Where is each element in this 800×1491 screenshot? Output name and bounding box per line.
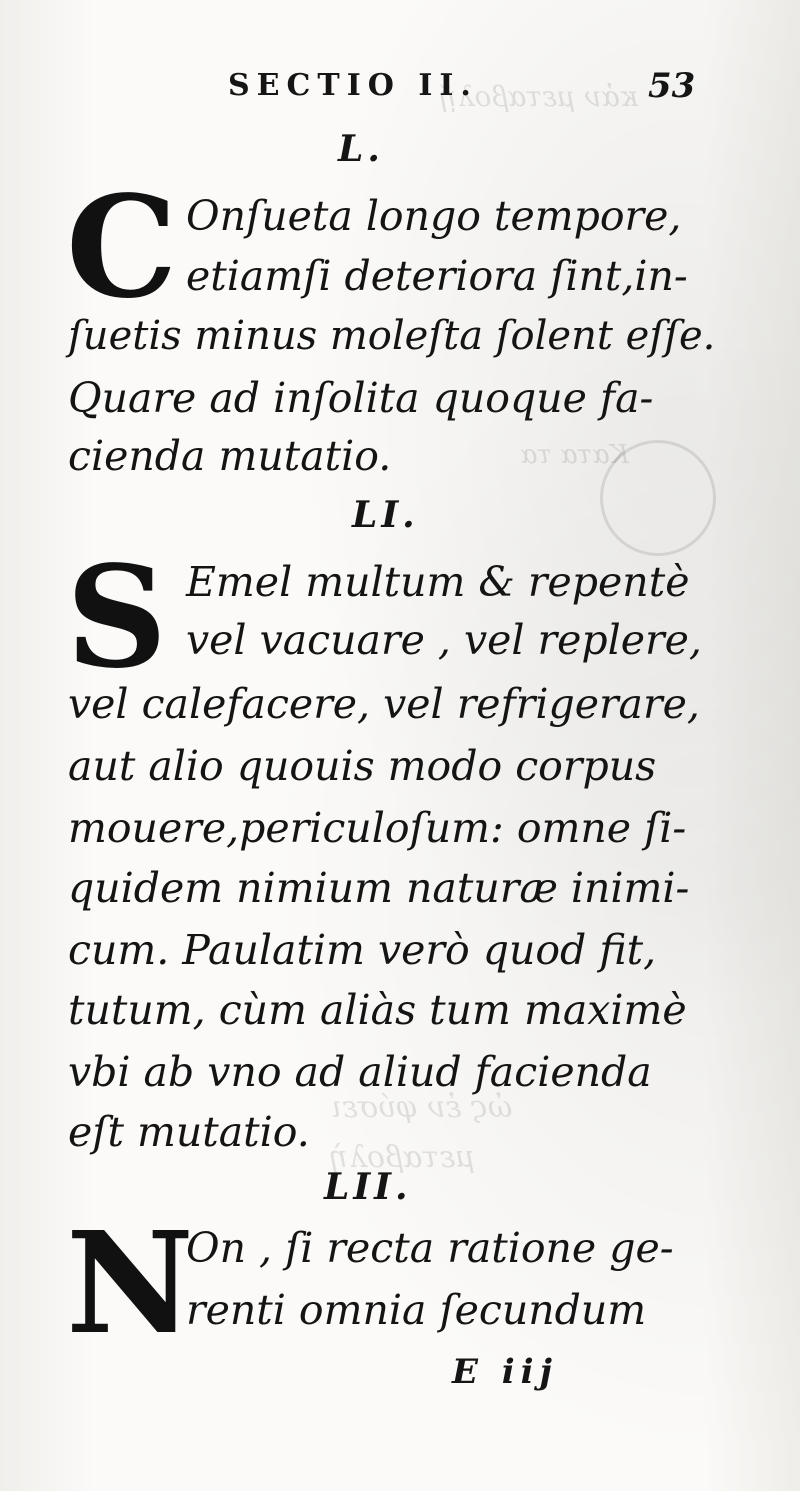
page-number: 53 bbox=[648, 66, 696, 106]
drop-cap-initial: C bbox=[66, 166, 178, 330]
text-line: Quare ad inſolita quoque fa- bbox=[68, 374, 654, 422]
drop-cap-initial: S bbox=[66, 536, 168, 700]
text-line: ſuetis minus moleſta ſolent eſſe. bbox=[68, 313, 716, 359]
signature-mark: E iij bbox=[452, 1352, 558, 1392]
show-through-text: μεταβολὴ bbox=[330, 1140, 475, 1175]
text-line: eſt mutatio. bbox=[68, 1108, 310, 1156]
text-line: cienda mutatio. bbox=[68, 432, 392, 480]
text-line: On , ſi recta ratione ge- bbox=[186, 1224, 674, 1272]
text-line: etiamſi deteriora ſint,in- bbox=[186, 252, 688, 300]
text-line: renti omnia ſecundum bbox=[186, 1286, 647, 1334]
show-through-text: ὡς ἐν φύσει bbox=[330, 1090, 513, 1125]
text-line: tutum, cùm aliàs tum maximè bbox=[68, 986, 687, 1034]
text-line: vel vacuare , vel replere, bbox=[186, 616, 702, 664]
running-head: SECTIO II. bbox=[228, 68, 478, 103]
drop-cap-initial: N bbox=[66, 1202, 194, 1366]
show-through-text: Κατα τα bbox=[520, 440, 630, 470]
text-line: cum. Paulatim verò quod fit, bbox=[68, 926, 657, 974]
section-numeral: L. bbox=[338, 128, 384, 170]
text-line: mouere,periculoſum: omne ſi- bbox=[68, 804, 687, 852]
text-line: aut alio quouis modo corpus bbox=[68, 742, 657, 790]
text-line: quidem nimium naturæ inimi- bbox=[68, 864, 690, 912]
section-numeral: LI. bbox=[352, 494, 419, 536]
text-line: vel calefacere, vel refrigerare, bbox=[68, 680, 700, 728]
show-through-text: κἀν μεταβολῇ bbox=[440, 80, 639, 113]
text-line: vbi ab vno ad aliud facienda bbox=[68, 1048, 652, 1096]
text-line: Onſueta longo tempore, bbox=[186, 192, 682, 240]
text-line: Emel multum & repentè bbox=[186, 558, 690, 606]
show-through-ornament bbox=[600, 440, 716, 556]
section-numeral: LII. bbox=[324, 1166, 412, 1208]
